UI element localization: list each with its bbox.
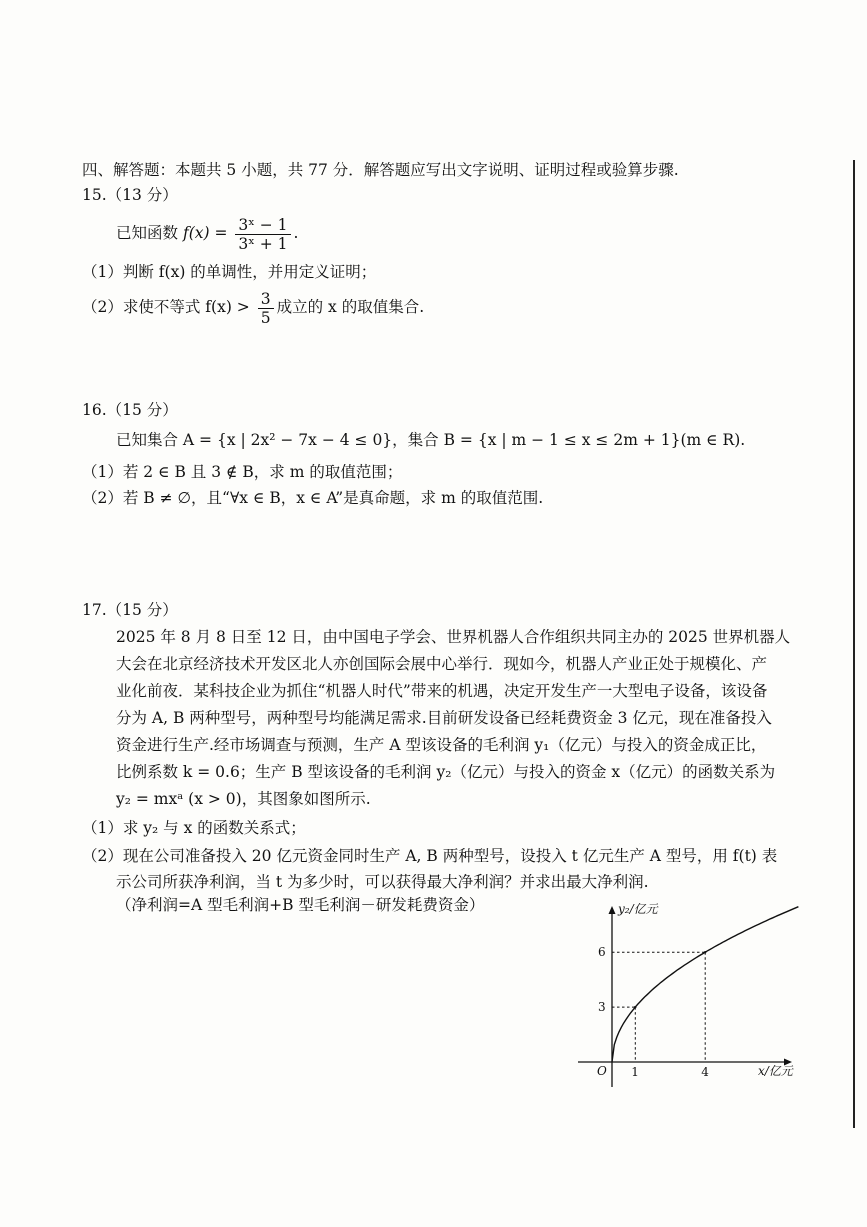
q15-part2-numerator: 3 (258, 290, 274, 309)
q15-fraction-denominator: 3ˣ + 1 (238, 234, 288, 253)
q17-header: 17.（15 分） (82, 601, 178, 619)
q15-fraction (235, 216, 290, 253)
q15-stem-suffix: . (293, 224, 299, 242)
q17-para-line: 比例系数 k = 0.6；生产 B 型该设备的毛利润 y₂（亿元）与投入的资金 x（亿元）的函数关系为 (116, 763, 776, 781)
q17-part2-line: （2）现在公司准备投入 20 亿元资金同时生产 A, B 两种型号，设投入 t 亿元生产 A 型号，用 f(t) 表 (82, 847, 778, 865)
x-tick-label: 1 (631, 1065, 639, 1079)
q15-stem (116, 214, 298, 253)
x-tick-label: 4 (701, 1065, 709, 1079)
q15-part2-prefix: （2）求使不等式 f(x) > (82, 298, 250, 316)
q16-header: 16.（15 分） (82, 401, 178, 419)
q17-part1: （1）求 y₂ 与 x 的函数关系式； (82, 819, 306, 837)
q17-para-line: 资金进行生产.经市场调查与预测，生产 A 型该设备的毛利润 y₁（亿元）与投入的资金成正比， (116, 736, 767, 754)
q17-para-line: 业化前夜．某科技企业为抓住“机器人时代”带来的机遇，决定开发生产一大型电子设备，该设备 (116, 682, 768, 700)
y-tick-label: 6 (598, 945, 606, 960)
data-point (704, 951, 706, 953)
q17-part2-line: （净利润=A 型毛利润+B 型毛利润－研发耗费资金） (116, 896, 485, 914)
section-heading: 四、解答题：本题共 5 小题，共 77 分．解答题应写出文字说明、证明过程或验算步骤. (82, 161, 679, 179)
q15-fraction-numerator: 3ˣ − 1 (235, 216, 290, 235)
q15-header: 15.（13 分） (82, 186, 178, 204)
q17-para-line: 2025 年 8 月 8 日至 12 日，由中国电子学会、世界机器人合作组织共同主办的 2025 世界机器人 (116, 628, 791, 646)
q15-function-lhs: f(x) = (182, 224, 228, 242)
q15-part2 (82, 288, 424, 327)
y-axis-arrow (609, 906, 616, 914)
origin-label: O (597, 1064, 607, 1078)
q17-para-line: 分为 A, B 两种型号，两种型号均能满足需求.目前研发设备已经耗费资金 3 亿元，现在准备投入 (116, 709, 772, 727)
q17-para-line: y₂ = mxᵃ (x > 0)，其图象如图所示. (116, 790, 371, 808)
y-axis-label: y₂/亿元 (618, 902, 658, 916)
data-point (634, 1006, 636, 1008)
function-graph (570, 895, 810, 1095)
q15-part2-denominator: 5 (260, 308, 271, 327)
q17-para-line: 大会在北京经济技术开发区北人亦创国际会展中心举行．现如今，机器人产业正处于规模化、产 (116, 655, 768, 673)
q16-part2: （2）若 B ≠ ∅，且“∀x ∈ B，x ∈ A”是真命题，求 m 的取值范围. (82, 489, 544, 507)
q15-part2-suffix: 成立的 x 的取值集合. (276, 298, 425, 316)
q17-part2-line: 示公司所获净利润，当 t 为多少时，可以获得最大净利润？并求出最大净利润. (116, 873, 649, 891)
q16-stem: 已知集合 A = {x | 2x² − 7x − 4 ≤ 0}，集合 B = {x | m − 1 ≤ x ≤ 2m + 1}(m ∈ R). (116, 431, 746, 449)
q15-part2-fraction (258, 290, 274, 327)
q15-stem-prefix: 已知函数 (116, 224, 179, 242)
q16-part1: （1）若 2 ∈ B 且 3 ∉ B，求 m 的取值范围； (82, 463, 403, 481)
q15-part1: （1）判断 f(x) 的单调性，并用定义证明； (82, 263, 377, 281)
y-tick-label: 3 (598, 1000, 606, 1015)
x-axis-label: x/亿元 (758, 1064, 793, 1078)
page-edge-line (853, 160, 855, 1128)
